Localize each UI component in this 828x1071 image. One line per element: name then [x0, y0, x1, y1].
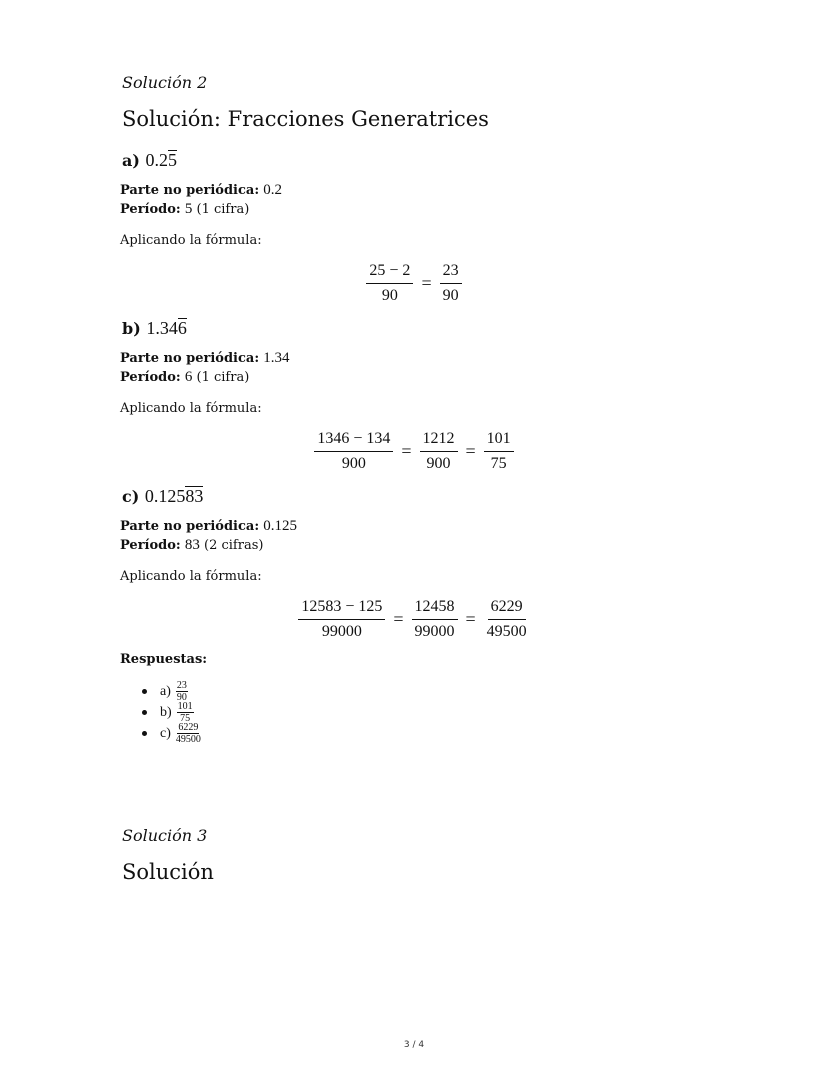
fraction	[314, 430, 393, 473]
period-note: (2 cifras)	[204, 538, 264, 553]
answers-list	[142, 681, 201, 744]
denominator: 90	[176, 692, 187, 703]
period-label: Período:	[120, 370, 181, 385]
denominator: 90	[381, 287, 398, 304]
numerator: 25 − 2	[366, 262, 413, 284]
bullet-icon	[142, 710, 147, 715]
nonperiodic-value: 1.34	[263, 350, 290, 366]
part-c-heading	[122, 486, 203, 507]
equation-a	[0, 262, 828, 305]
answer-label: c)	[160, 725, 171, 741]
denominator: 99000	[321, 623, 362, 640]
nonperiodic-label: Parte no periódica:	[120, 351, 260, 366]
numerator: 101	[484, 430, 514, 452]
list-item	[142, 702, 201, 723]
equals-sign: =	[465, 441, 476, 461]
denominator: 900	[341, 455, 366, 472]
repeating-decimal	[146, 318, 187, 338]
nonperiodic-label: Parte no periódica:	[120, 519, 260, 534]
denominator: 49500	[486, 623, 527, 640]
formula-intro: Aplicando la fórmula:	[120, 401, 262, 416]
numerator: 23	[440, 262, 462, 284]
period-value: 6	[184, 369, 193, 385]
part-c-info	[120, 517, 297, 555]
fraction	[420, 430, 458, 473]
nonperiodic-value: 0.125	[263, 518, 298, 534]
denominator: 49500	[175, 734, 201, 745]
solution-label: Solución 3	[122, 826, 208, 845]
fraction	[484, 430, 514, 473]
period-line	[120, 536, 297, 555]
nonperiodic-line	[120, 181, 282, 200]
period-label: Período:	[120, 538, 181, 553]
fraction	[484, 598, 530, 641]
bullet-icon	[142, 689, 147, 694]
denominator: 90	[442, 287, 459, 304]
solution-title: Solución	[122, 860, 214, 884]
bullet-icon	[142, 731, 147, 736]
fraction	[440, 262, 462, 305]
formula-intro: Aplicando la fórmula:	[120, 569, 262, 584]
fraction	[298, 598, 385, 641]
numerator: 6229	[178, 722, 199, 733]
denominator: 75	[180, 713, 191, 724]
period-value: 5	[184, 201, 193, 217]
part-letter: a)	[122, 151, 140, 170]
answer-fraction	[176, 681, 188, 702]
nonperiodic-line	[120, 349, 290, 368]
equation-b	[0, 430, 828, 473]
nonperiodic-label: Parte no periódica:	[120, 183, 260, 198]
numerator: 6229	[488, 598, 526, 620]
denominator: 99000	[414, 623, 455, 640]
answers-title: Respuestas:	[120, 652, 208, 667]
part-letter: c)	[122, 487, 140, 506]
numerator: 1346 − 134	[314, 430, 393, 452]
part-letter: b)	[122, 319, 141, 338]
denominator: 900	[426, 455, 451, 472]
period-value: 83	[184, 537, 200, 553]
solution-label: Solución 2	[122, 73, 208, 92]
numerator: 1212	[420, 430, 458, 452]
repeating-decimal	[145, 486, 204, 506]
decimal-prefix: 0.125	[144, 486, 186, 506]
decimal-period: 83	[185, 486, 204, 506]
numerator: 23	[176, 680, 187, 691]
part-b-info	[120, 349, 290, 387]
repeating-decimal	[146, 150, 178, 170]
solution-title: Solución: Fracciones Generatrices	[122, 107, 489, 131]
period-note: (1 cifra)	[196, 202, 250, 217]
decimal-prefix: 1.34	[146, 318, 178, 338]
period-line	[120, 200, 282, 219]
numerator: 12458	[412, 598, 458, 620]
period-label: Período:	[120, 202, 181, 217]
answer-label: b)	[160, 704, 172, 720]
nonperiodic-line	[120, 517, 297, 536]
fraction	[412, 598, 458, 641]
equals-sign: =	[465, 609, 476, 629]
decimal-prefix: 0.2	[145, 150, 169, 170]
nonperiodic-value: 0.2	[263, 182, 283, 198]
page-indicator: 3 / 4	[403, 1040, 425, 1050]
numerator: 12583 − 125	[298, 598, 385, 620]
part-a-heading	[122, 150, 177, 171]
list-item	[142, 681, 201, 702]
decimal-period: 6	[177, 318, 187, 338]
denominator: 75	[490, 455, 507, 472]
period-line	[120, 368, 290, 387]
answer-label: a)	[160, 683, 171, 699]
part-a-info	[120, 181, 282, 219]
answer-fraction	[176, 723, 201, 744]
equals-sign: =	[393, 609, 404, 629]
numerator: 101	[177, 701, 193, 712]
answer-fraction	[177, 702, 194, 723]
decimal-period: 5	[168, 150, 178, 170]
equals-sign: =	[401, 441, 412, 461]
fraction	[366, 262, 413, 305]
period-note: (1 cifra)	[196, 370, 250, 385]
answers-heading	[120, 651, 207, 669]
equals-sign: =	[421, 273, 432, 293]
list-item	[142, 723, 201, 744]
part-b-heading	[122, 318, 187, 339]
equation-c	[0, 598, 828, 641]
formula-intro: Aplicando la fórmula:	[120, 233, 262, 248]
